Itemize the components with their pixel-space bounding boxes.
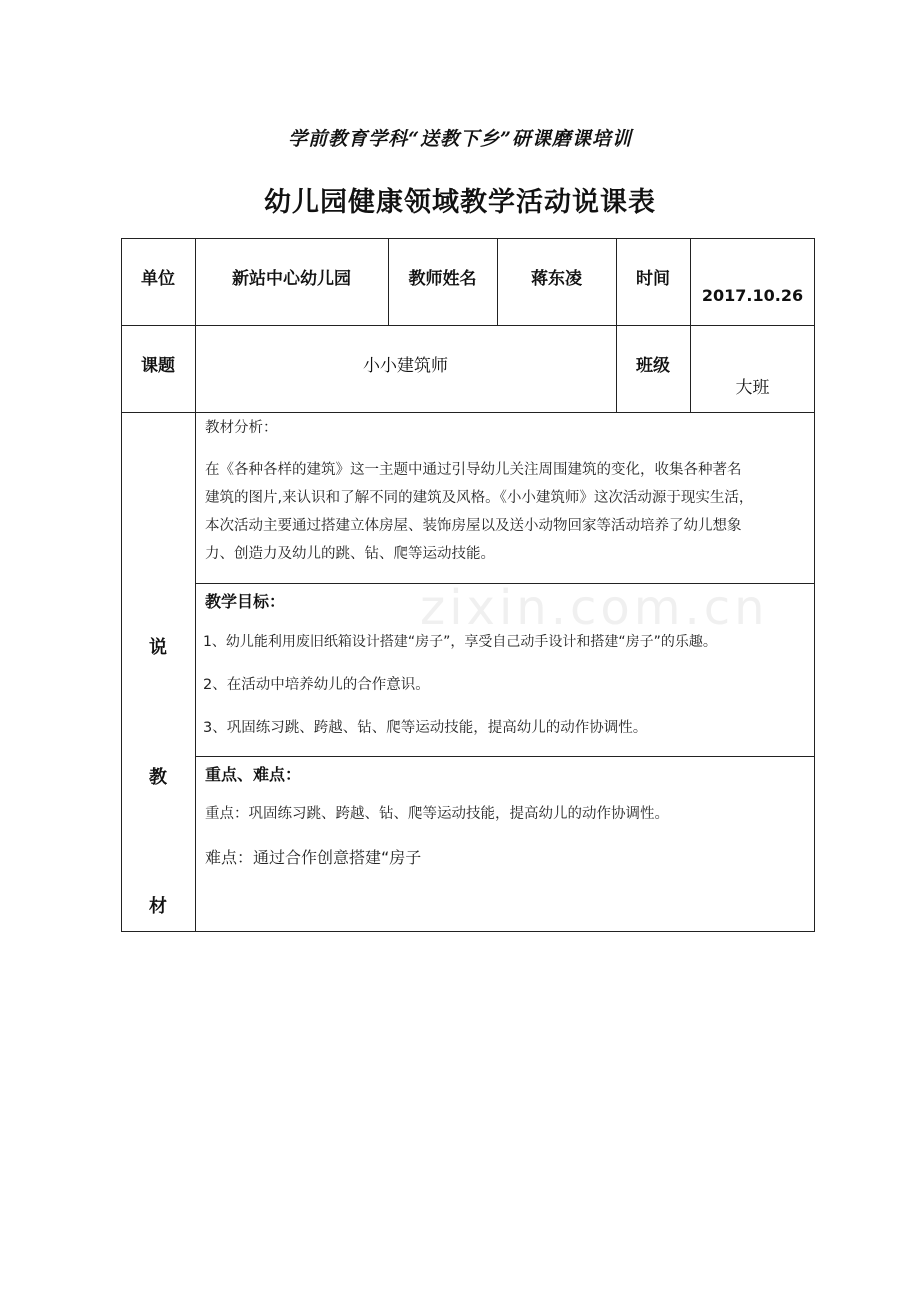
teacher-value: 蒋东凌 <box>531 269 582 289</box>
material-analysis-line-3: 本次活动主要通过搭建立体房屋、装饰房屋以及送小动物回家等活动培养了幼儿想象 <box>205 518 742 534</box>
document-title: 幼儿园健康领域教学活动说课表 <box>264 187 656 218</box>
side-label-char-3: 材 <box>149 896 167 917</box>
key-point-text: 重点：巩固练习跳、跨越、钻、爬等运动技能，提高幼儿的动作协调性。 <box>205 806 669 822</box>
time-value: 2017.10.26 <box>701 286 804 305</box>
material-analysis-line-2: 建筑的图片,来认识和了解不同的建筑及风格。《小小建筑师》这次活动源于现实生活， <box>205 490 754 506</box>
material-analysis-line-1: 在《各种各样的建筑》这一主题中通过引导幼儿关注周围建筑的变化，收集各种著名 <box>205 462 742 478</box>
side-label-char-1: 说 <box>149 637 167 658</box>
material-analysis-heading: 教材分析： <box>205 420 278 436</box>
key-points-heading: 重点、难点： <box>205 765 302 784</box>
table-col-divider-1 <box>195 238 196 932</box>
goal-item-1: 1、幼儿能利用废旧纸箱设计搭建“房子”，享受自己动手设计和搭建“房子”的乐趣。 <box>203 634 717 650</box>
document-subtitle: 学前教育学科“送教下乡”研课磨课培训 <box>288 128 632 150</box>
goal-item-3: 3、巩固练习跳、跨越、钻、爬等运动技能，提高幼儿的动作协调性。 <box>203 720 648 736</box>
table-divider-keypoints <box>195 756 815 757</box>
time-label: 时间 <box>636 269 670 289</box>
table-divider-row1 <box>121 325 815 326</box>
side-label-char-2: 教 <box>149 767 167 788</box>
watermark: zixin.com.cn <box>420 580 769 636</box>
material-analysis-line-4: 力、创造力及幼儿的跳、钻、爬等运动技能。 <box>205 546 495 562</box>
unit-label: 单位 <box>141 269 175 289</box>
table-divider-row2 <box>121 412 815 413</box>
teacher-label: 教师姓名 <box>408 269 477 289</box>
unit-value: 新站中心幼儿园 <box>232 269 351 289</box>
class-value: 大班 <box>735 378 770 398</box>
goals-heading: 教学目标： <box>205 592 286 611</box>
table-divider-goals <box>195 583 815 584</box>
class-label: 班级 <box>636 356 670 376</box>
topic-value: 小小建筑师 <box>363 356 448 376</box>
difficulty-text: 难点：通过合作创意搭建“房子 <box>205 848 422 867</box>
topic-label: 课题 <box>141 356 175 376</box>
goal-item-2: 2、在活动中培养幼儿的合作意识。 <box>203 677 430 693</box>
